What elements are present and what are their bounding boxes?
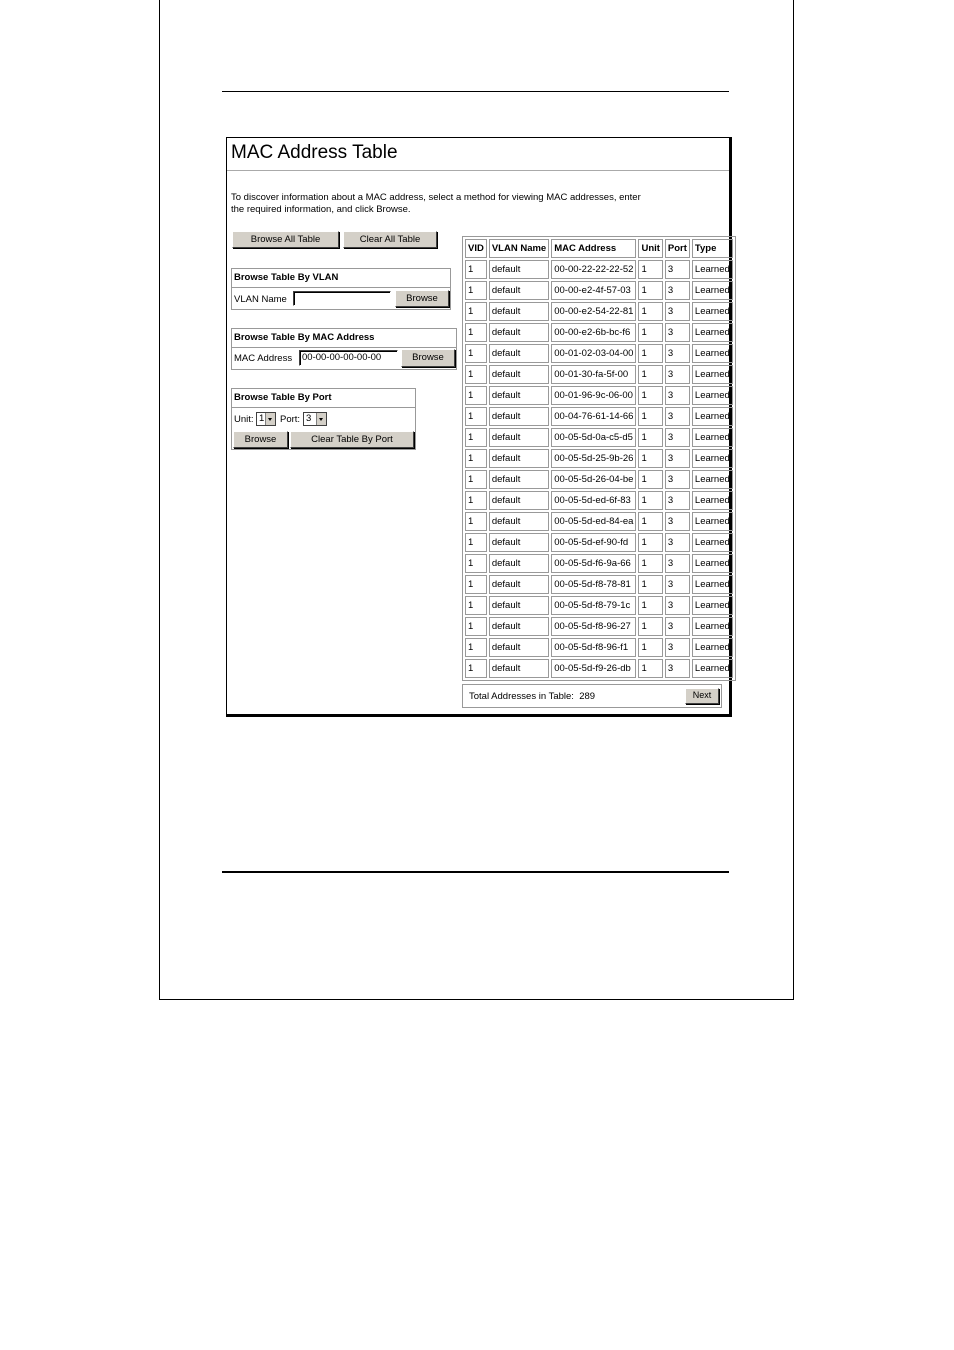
cell-unit: 1 xyxy=(638,491,662,510)
cell-type: Learned xyxy=(692,596,733,615)
cell-mac-address: 00-05-5d-0a-c5-d5 xyxy=(551,428,636,447)
cell-mac-address: 00-00-e2-4f-57-03 xyxy=(551,281,636,300)
port-label: Port: xyxy=(280,414,301,425)
cell-vid: 1 xyxy=(465,407,487,426)
table-row xyxy=(465,449,733,468)
cell-mac-address: 00-05-5d-26-04-be xyxy=(551,470,636,489)
cell-unit: 1 xyxy=(638,596,662,615)
total-addresses-value: 289 xyxy=(579,691,596,702)
cell-vid: 1 xyxy=(465,281,487,300)
cell-vlan-name: default xyxy=(489,512,549,531)
table-row xyxy=(465,470,733,489)
cell-port: 3 xyxy=(665,344,690,363)
mac-address-input[interactable]: 00-00-00-00-00-00 xyxy=(299,350,398,366)
cell-mac-address: 00-05-5d-ed-6f-83 xyxy=(551,491,636,510)
cell-unit: 1 xyxy=(638,512,662,531)
cell-unit: 1 xyxy=(638,344,662,363)
port-select[interactable] xyxy=(303,412,327,426)
cell-port: 3 xyxy=(665,260,690,279)
table-row xyxy=(465,617,733,636)
cell-type: Learned xyxy=(692,344,733,363)
cell-vid: 1 xyxy=(465,365,487,384)
cell-unit: 1 xyxy=(638,449,662,468)
cell-port: 3 xyxy=(665,512,690,531)
cell-type: Learned xyxy=(692,554,733,573)
table-row xyxy=(465,428,733,447)
column-header-port: Port xyxy=(665,239,690,258)
cell-type: Learned xyxy=(692,386,733,405)
cell-unit: 1 xyxy=(638,386,662,405)
cell-port: 3 xyxy=(665,323,690,342)
mac-address-label: MAC Address xyxy=(234,353,293,364)
cell-mac-address: 00-05-5d-f8-79-1c xyxy=(551,596,636,615)
cell-type: Learned xyxy=(692,365,733,384)
cell-unit: 1 xyxy=(638,554,662,573)
cell-mac-address: 00-01-02-03-04-00 xyxy=(551,344,636,363)
total-addresses xyxy=(469,691,595,702)
cell-vid: 1 xyxy=(465,659,487,678)
cell-port: 3 xyxy=(665,428,690,447)
table-row xyxy=(465,260,733,279)
browse-by-vlan-heading: Browse Table By VLAN xyxy=(232,269,450,288)
cell-vlan-name: default xyxy=(489,533,549,552)
cell-unit: 1 xyxy=(638,281,662,300)
cell-unit: 1 xyxy=(638,407,662,426)
cell-port: 3 xyxy=(665,491,690,510)
table-row xyxy=(465,659,733,678)
column-header-mac-address: MAC Address xyxy=(551,239,636,258)
cell-mac-address: 00-05-5d-f8-96-27 xyxy=(551,617,636,636)
cell-vlan-name: default xyxy=(489,428,549,447)
cell-vid: 1 xyxy=(465,323,487,342)
cell-port: 3 xyxy=(665,449,690,468)
footer-rule xyxy=(222,871,729,873)
table-row xyxy=(465,302,733,321)
cell-vlan-name: default xyxy=(489,260,549,279)
cell-mac-address: 00-00-e2-54-22-81 xyxy=(551,302,636,321)
cell-vid: 1 xyxy=(465,449,487,468)
table-row xyxy=(465,407,733,426)
table-row xyxy=(465,512,733,531)
cell-type: Learned xyxy=(692,302,733,321)
cell-port: 3 xyxy=(665,659,690,678)
cell-type: Learned xyxy=(692,281,733,300)
vlan-name-input[interactable] xyxy=(293,291,391,306)
cell-unit: 1 xyxy=(638,365,662,384)
cell-port: 3 xyxy=(665,554,690,573)
cell-port: 3 xyxy=(665,617,690,636)
port-select-value: 3 xyxy=(306,413,312,424)
cell-vlan-name: default xyxy=(489,344,549,363)
column-header-vid: VID xyxy=(465,239,487,258)
cell-type: Learned xyxy=(692,638,733,657)
header-rule xyxy=(222,91,729,92)
total-addresses-label: Total Addresses in Table: xyxy=(469,691,574,702)
cell-vlan-name: default xyxy=(489,596,549,615)
column-header-vlan-name: VLAN Name xyxy=(489,239,549,258)
cell-vid: 1 xyxy=(465,554,487,573)
cell-unit: 1 xyxy=(638,638,662,657)
cell-mac-address: 00-05-5d-f8-96-f1 xyxy=(551,638,636,657)
cell-port: 3 xyxy=(665,533,690,552)
cell-vid: 1 xyxy=(465,260,487,279)
cell-vlan-name: default xyxy=(489,386,549,405)
next-page-button[interactable]: Next xyxy=(685,688,719,704)
cell-vid: 1 xyxy=(465,533,487,552)
cell-vid: 1 xyxy=(465,302,487,321)
unit-select[interactable] xyxy=(256,412,276,426)
cell-type: Learned xyxy=(692,428,733,447)
intro-text: To discover information about a MAC address, select a method for viewing MAC addresses, enter the required information, and click Browse. xyxy=(231,192,641,215)
browse-all-table-button[interactable]: Browse All Table xyxy=(232,231,339,248)
cell-unit: 1 xyxy=(638,428,662,447)
cell-type: Learned xyxy=(692,491,733,510)
cell-port: 3 xyxy=(665,281,690,300)
cell-mac-address: 00-00-22-22-22-52 xyxy=(551,260,636,279)
cell-mac-address: 00-01-96-9c-06-00 xyxy=(551,386,636,405)
page-title: MAC Address Table xyxy=(231,142,398,163)
cell-type: Learned xyxy=(692,470,733,489)
cell-vlan-name: default xyxy=(489,554,549,573)
cell-unit: 1 xyxy=(638,659,662,678)
vlan-name-label: VLAN Name xyxy=(234,294,287,305)
cell-vlan-name: default xyxy=(489,470,549,489)
table-row xyxy=(465,491,733,510)
chevron-down-icon xyxy=(265,413,275,425)
cell-vlan-name: default xyxy=(489,281,549,300)
cell-vid: 1 xyxy=(465,344,487,363)
cell-type: Learned xyxy=(692,533,733,552)
cell-vlan-name: default xyxy=(489,407,549,426)
cell-vlan-name: default xyxy=(489,491,549,510)
cell-unit: 1 xyxy=(638,575,662,594)
cell-unit: 1 xyxy=(638,533,662,552)
cell-port: 3 xyxy=(665,365,690,384)
table-row xyxy=(465,344,733,363)
browse-mac-button[interactable]: Browse xyxy=(401,349,455,367)
table-row xyxy=(465,323,733,342)
cell-mac-address: 00-05-5d-f6-9a-66 xyxy=(551,554,636,573)
cell-vid: 1 xyxy=(465,470,487,489)
cell-vlan-name: default xyxy=(489,302,549,321)
table-row xyxy=(465,554,733,573)
cell-port: 3 xyxy=(665,638,690,657)
browse-by-mac-heading: Browse Table By MAC Address xyxy=(232,329,456,348)
cell-vid: 1 xyxy=(465,491,487,510)
browse-vlan-button[interactable]: Browse xyxy=(395,290,449,307)
cell-unit: 1 xyxy=(638,617,662,636)
cell-type: Learned xyxy=(692,260,733,279)
table-row xyxy=(465,575,733,594)
cell-mac-address: 00-04-76-61-14-66 xyxy=(551,407,636,426)
browse-port-button[interactable]: Browse xyxy=(233,431,288,448)
cell-vlan-name: default xyxy=(489,365,549,384)
cell-mac-address: 00-00-e2-6b-bc-f6 xyxy=(551,323,636,342)
cell-unit: 1 xyxy=(638,302,662,321)
cell-vlan-name: default xyxy=(489,449,549,468)
cell-port: 3 xyxy=(665,407,690,426)
cell-mac-address: 00-05-5d-f8-78-81 xyxy=(551,575,636,594)
table-row xyxy=(465,281,733,300)
cell-type: Learned xyxy=(692,512,733,531)
cell-vlan-name: default xyxy=(489,638,549,657)
cell-vid: 1 xyxy=(465,428,487,447)
cell-type: Learned xyxy=(692,449,733,468)
cell-vlan-name: default xyxy=(489,659,549,678)
cell-vlan-name: default xyxy=(489,575,549,594)
cell-type: Learned xyxy=(692,617,733,636)
cell-port: 3 xyxy=(665,596,690,615)
chevron-down-icon xyxy=(316,413,326,425)
table-row xyxy=(465,365,733,384)
cell-vid: 1 xyxy=(465,596,487,615)
browse-by-port-heading: Browse Table By Port xyxy=(232,389,415,408)
mac-address-table-window xyxy=(226,137,732,717)
cell-vlan-name: default xyxy=(489,617,549,636)
cell-port: 3 xyxy=(665,386,690,405)
table-row xyxy=(465,386,733,405)
cell-type: Learned xyxy=(692,659,733,678)
clear-table-by-port-button[interactable]: Clear Table By Port xyxy=(290,431,414,448)
mac-address-table xyxy=(462,236,736,681)
table-footer xyxy=(462,684,722,708)
cell-type: Learned xyxy=(692,575,733,594)
column-header-unit: Unit xyxy=(638,239,662,258)
clear-all-table-button[interactable]: Clear All Table xyxy=(343,231,437,248)
unit-label: Unit: xyxy=(234,414,254,425)
table-header-row xyxy=(465,239,733,258)
cell-mac-address: 00-01-30-fa-5f-00 xyxy=(551,365,636,384)
cell-mac-address: 00-05-5d-25-9b-26 xyxy=(551,449,636,468)
cell-mac-address: 00-05-5d-ef-90-fd xyxy=(551,533,636,552)
cell-vid: 1 xyxy=(465,512,487,531)
table-row xyxy=(465,596,733,615)
cell-mac-address: 00-05-5d-ed-84-ea xyxy=(551,512,636,531)
cell-mac-address: 00-05-5d-f9-26-db xyxy=(551,659,636,678)
cell-vid: 1 xyxy=(465,575,487,594)
cell-vid: 1 xyxy=(465,617,487,636)
column-header-type: Type xyxy=(692,239,733,258)
cell-type: Learned xyxy=(692,323,733,342)
cell-unit: 1 xyxy=(638,260,662,279)
title-divider xyxy=(227,170,729,171)
cell-vid: 1 xyxy=(465,386,487,405)
cell-vid: 1 xyxy=(465,638,487,657)
table-row xyxy=(465,638,733,657)
cell-port: 3 xyxy=(665,302,690,321)
cell-unit: 1 xyxy=(638,470,662,489)
table-row xyxy=(465,533,733,552)
cell-type: Learned xyxy=(692,407,733,426)
cell-unit: 1 xyxy=(638,323,662,342)
cell-port: 3 xyxy=(665,575,690,594)
cell-port: 3 xyxy=(665,470,690,489)
unit-select-value: 1 xyxy=(259,413,265,424)
cell-vlan-name: default xyxy=(489,323,549,342)
